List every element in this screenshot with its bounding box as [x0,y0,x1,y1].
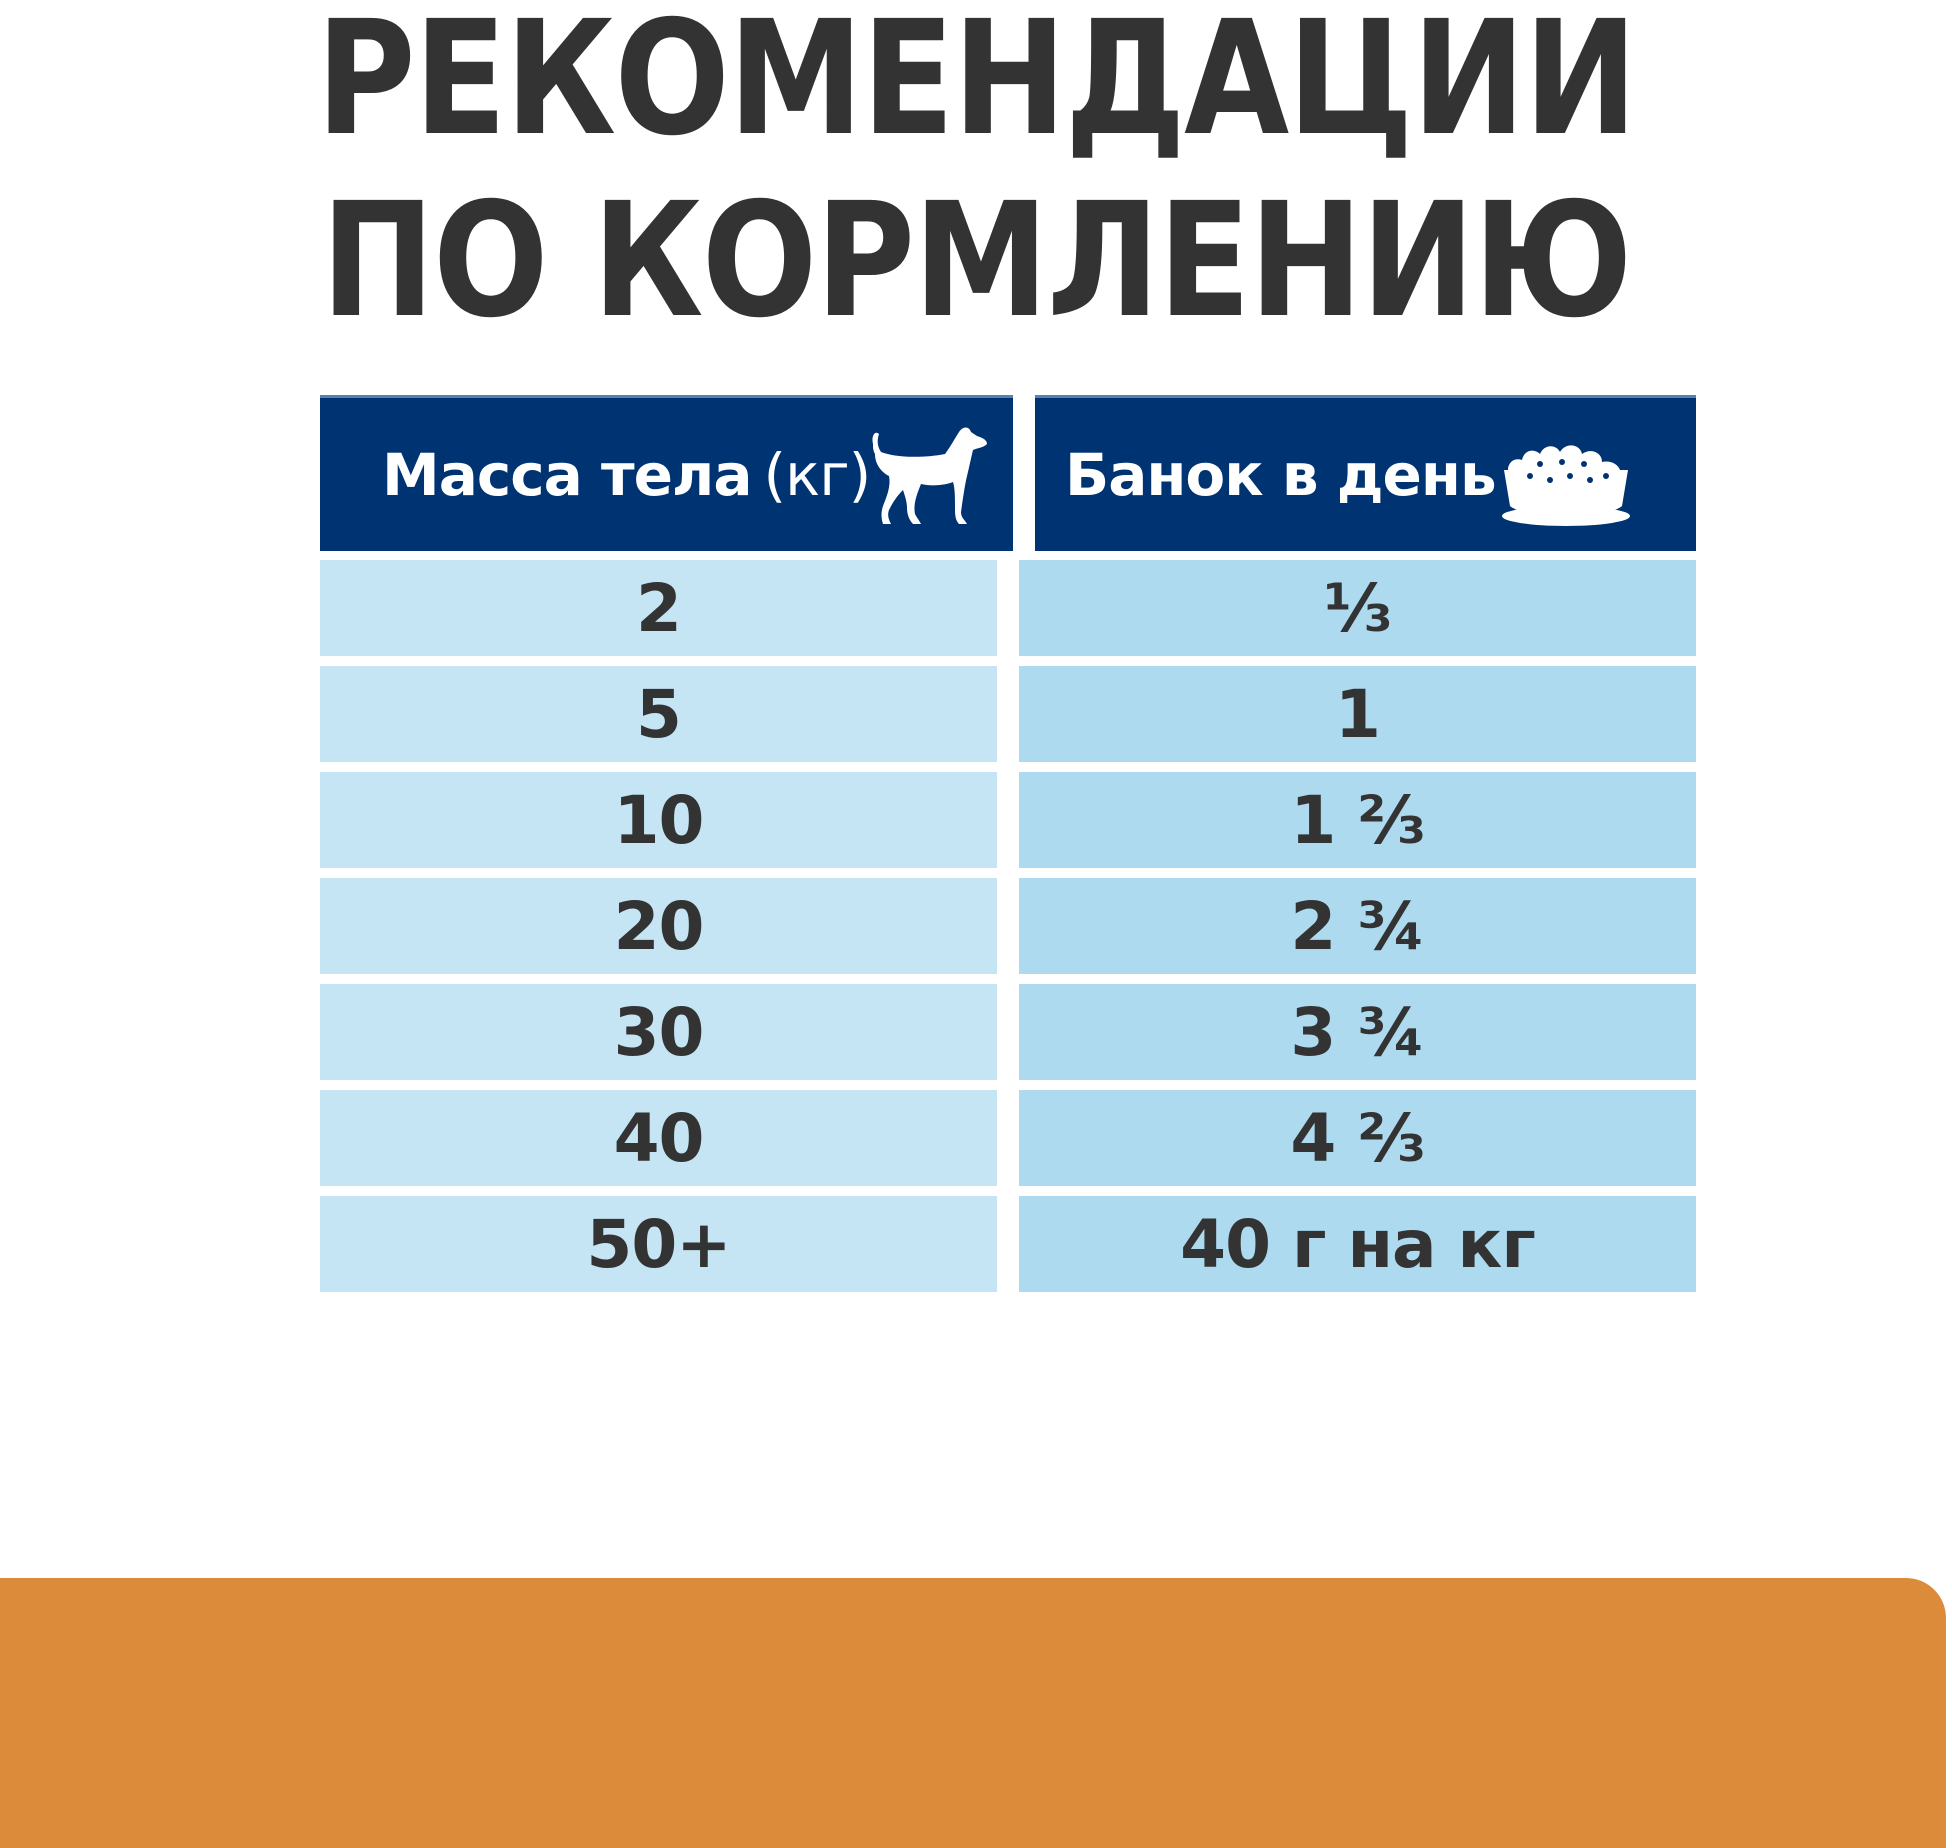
table-row [320,984,1696,1080]
cans-cell: ⅓ [1019,560,1696,656]
header-cell-cans [1035,395,1696,551]
cans-cell: 4 ⅔ [1019,1090,1696,1186]
cans-cell: 1 [1019,666,1696,762]
dog-icon [863,424,993,528]
weight-cell: 2 [320,560,997,656]
table-row [320,666,1696,762]
weight-cell: 20 [320,878,997,974]
cans-cell: 1 ⅔ [1019,772,1696,868]
weight-cell: 5 [320,666,997,762]
weight-cell: 10 [320,772,997,868]
header-cell-weight [320,395,1013,551]
cans-cell: 3 ¾ [1019,984,1696,1080]
table-row [320,1196,1696,1292]
feeding-table [320,395,1696,1302]
weight-cell: 40 [320,1090,997,1186]
food-bowl-icon [1496,424,1636,528]
orange-footer-band [0,1578,1946,1848]
header-cans-label: Банок в день [1065,440,1496,509]
table-row [320,1090,1696,1186]
cans-cell: 2 ¾ [1019,878,1696,974]
header-weight-unit: (кг) [763,440,871,509]
page-title-line-2: ПО КОРМЛЕНИЮ [321,169,1631,353]
header-weight-label: Масса тела [382,440,752,509]
table-row [320,560,1696,656]
table-row [320,878,1696,974]
page-title-line-1: РЕКОМЕНДАЦИИ [316,0,1636,171]
cans-cell: 40 г на кг [1019,1196,1696,1292]
weight-cell: 50+ [320,1196,997,1292]
table-row [320,772,1696,868]
weight-cell: 30 [320,984,997,1080]
table-header-row [320,395,1696,551]
